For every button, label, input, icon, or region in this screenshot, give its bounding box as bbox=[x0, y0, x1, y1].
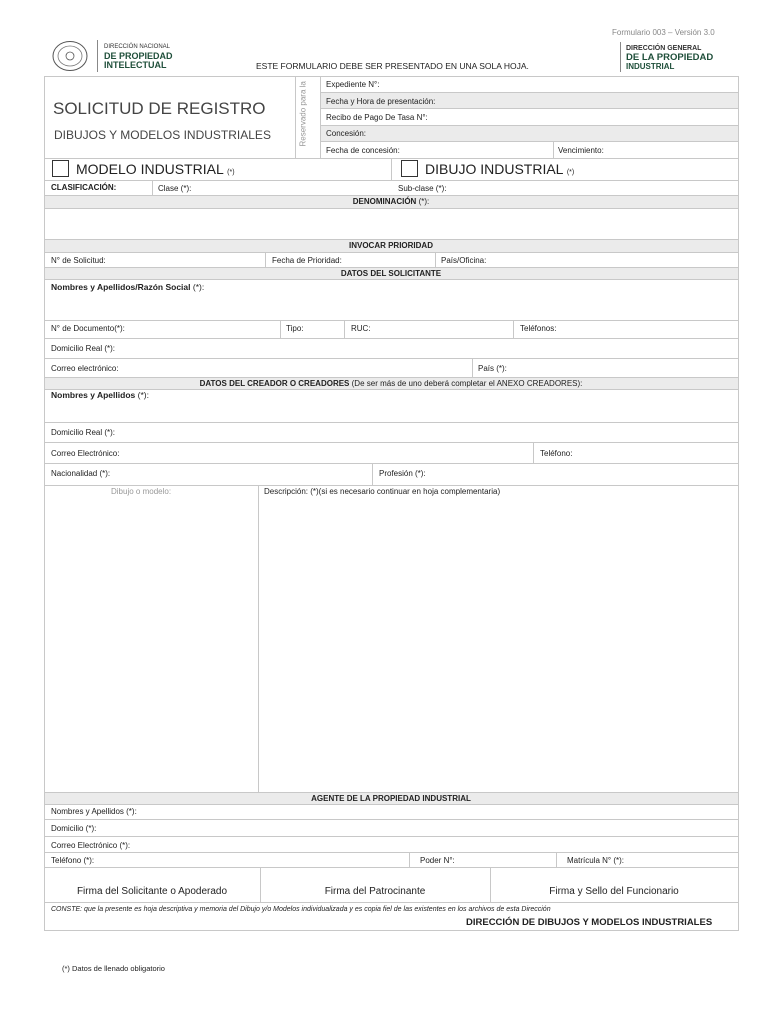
modelo-text: MODELO INDUSTRIAL bbox=[76, 161, 224, 177]
telefonos-field[interactable]: Teléfonos: bbox=[520, 324, 557, 333]
creador-telefono-field[interactable]: Teléfono: bbox=[540, 449, 573, 458]
creador-heading-note: (De ser más de uno deberá completar el ANEXO CREADORES): bbox=[351, 379, 583, 388]
clasificacion-label: CLASIFICACIÓN: bbox=[51, 183, 117, 192]
expediente-field[interactable]: Expediente N°: bbox=[326, 80, 380, 89]
agente-domicilio-field[interactable]: Domicilio (*): bbox=[51, 824, 97, 833]
required-mark: (*): bbox=[418, 197, 430, 206]
denominacion-text: DENOMINACIÓN bbox=[352, 197, 417, 206]
dgpi-logo bbox=[626, 44, 713, 71]
logo-line1: DIRECCIÓN NACIONAL bbox=[104, 44, 171, 50]
modelo-label bbox=[76, 161, 235, 177]
firma-solicitante[interactable]: Firma del Solicitante o Apoderado bbox=[76, 886, 228, 897]
dibujo-modelo-area[interactable]: Dibujo o modelo: bbox=[111, 487, 172, 496]
logo-line1: DIRECCIÓN GENERAL bbox=[626, 45, 702, 52]
firma-funcionario[interactable]: Firma y Sello del Funcionario bbox=[549, 886, 679, 897]
logo-line2: DE PROPIEDAD bbox=[104, 51, 173, 61]
logo-line3: INDUSTRIAL bbox=[626, 62, 675, 71]
creador-heading-text: DATOS DEL CREADOR O CREADORES bbox=[199, 379, 350, 388]
creador-domicilio-field[interactable]: Domicilio Real (*): bbox=[51, 428, 116, 437]
form-version: Formulario 003 – Versión 3.0 bbox=[612, 28, 715, 37]
footnote: (*) Datos de llenado obligatorio bbox=[62, 964, 165, 973]
creador-nombres-field[interactable] bbox=[51, 390, 149, 400]
required-mark: (*) bbox=[566, 169, 575, 176]
descripcion-area[interactable]: Descripción: (*)(si es necesario continuar en hoja complementaria) bbox=[264, 487, 501, 496]
creador-heading bbox=[44, 379, 738, 388]
subclase-field[interactable]: Sub-clase (*): bbox=[398, 184, 447, 193]
modelo-checkbox[interactable] bbox=[52, 160, 69, 177]
dibujo-text: DIBUJO INDUSTRIAL bbox=[425, 161, 563, 177]
solicitante-pais-field[interactable]: País (*): bbox=[478, 364, 507, 373]
nombres-text: Nombres y Apellidos bbox=[51, 390, 136, 400]
ruc-field[interactable]: RUC: bbox=[351, 324, 371, 333]
agente-nombres-field[interactable]: Nombres y Apellidos (*): bbox=[51, 807, 137, 816]
fecha-prioridad-field[interactable]: Fecha de Prioridad: bbox=[272, 256, 342, 265]
nro-solicitud-field[interactable]: N° de Solicitud: bbox=[51, 256, 106, 265]
required-mark: (*): bbox=[137, 390, 149, 400]
conste-text: CONSTE: que la presente es hoja descriptiva y memoria del Dibujo y/o Modelos individualizada y es copia fiel de las existentes en los archivos de esta Dirección bbox=[51, 906, 551, 913]
profesion-field[interactable]: Profesión (*): bbox=[379, 469, 426, 478]
pais-oficina-field[interactable]: País/Oficina: bbox=[441, 256, 487, 265]
direccion-signature: DIRECCIÓN DE DIBUJOS Y MODELOS INDUSTRIALES bbox=[466, 917, 713, 928]
one-sheet-notice: ESTE FORMULARIO DEBE SER PRESENTADO EN UNA SOLA HOJA. bbox=[256, 61, 529, 71]
nacionalidad-field[interactable]: Nacionalidad (*): bbox=[51, 469, 111, 478]
firma-patrocinante[interactable]: Firma del Patrocinante bbox=[324, 886, 426, 897]
solicitante-nombres-field[interactable] bbox=[51, 282, 204, 292]
nombres-text: Nombres y Apellidos/Razón Social bbox=[51, 282, 191, 292]
recibo-field[interactable]: Recibo de Pago De Tasa N°: bbox=[326, 113, 428, 122]
clase-field[interactable]: Clase (*): bbox=[158, 184, 192, 193]
agente-heading: AGENTE DE LA PROPIEDAD INDUSTRIAL bbox=[311, 794, 471, 803]
agente-correo-field[interactable]: Correo Electrónico (*): bbox=[51, 841, 131, 850]
poder-field[interactable]: Poder N°: bbox=[420, 856, 455, 865]
form-subtitle: DIBUJOS Y MODELOS INDUSTRIALES bbox=[54, 128, 271, 142]
dinapi-logo bbox=[104, 43, 173, 70]
form-title: SOLICITUD DE REGISTRO bbox=[53, 99, 266, 118]
fecha-hora-field[interactable]: Fecha y Hora de presentación: bbox=[326, 97, 436, 106]
logo-line2: DE LA PROPIEDAD bbox=[626, 52, 714, 63]
required-mark: (*) bbox=[227, 169, 235, 176]
reserved-label: Reservado para la bbox=[298, 81, 308, 147]
dibujo-label bbox=[425, 161, 574, 177]
agente-telefono-field[interactable]: Teléfono (*): bbox=[51, 856, 95, 865]
solicitante-domicilio-field[interactable]: Domicilio Real (*): bbox=[51, 344, 116, 353]
tipo-field[interactable]: Tipo: bbox=[286, 324, 304, 333]
solicitante-heading: DATOS DEL SOLICITANTE bbox=[340, 269, 442, 278]
solicitante-correo-field[interactable]: Correo electrónico: bbox=[51, 364, 119, 373]
logo-line3: INTELECTUAL bbox=[104, 60, 167, 70]
nro-documento-field[interactable]: N° de Documento(*): bbox=[51, 324, 125, 333]
prioridad-heading: INVOCAR PRIORIDAD bbox=[348, 241, 433, 250]
matricula-field[interactable]: Matrícula N° (*): bbox=[567, 856, 624, 865]
dibujo-checkbox[interactable] bbox=[401, 160, 418, 177]
required-mark: (*): bbox=[192, 282, 205, 292]
vencimiento-field[interactable]: Vencimiento: bbox=[558, 146, 604, 155]
denominacion-heading bbox=[44, 197, 738, 206]
fecha-concesion-field[interactable]: Fecha de concesión: bbox=[326, 146, 400, 155]
denominacion-input[interactable] bbox=[45, 209, 738, 239]
concesion-field[interactable]: Concesión: bbox=[326, 129, 367, 138]
creador-correo-field[interactable]: Correo Electrónico: bbox=[51, 449, 120, 458]
seal-logo bbox=[51, 40, 89, 72]
